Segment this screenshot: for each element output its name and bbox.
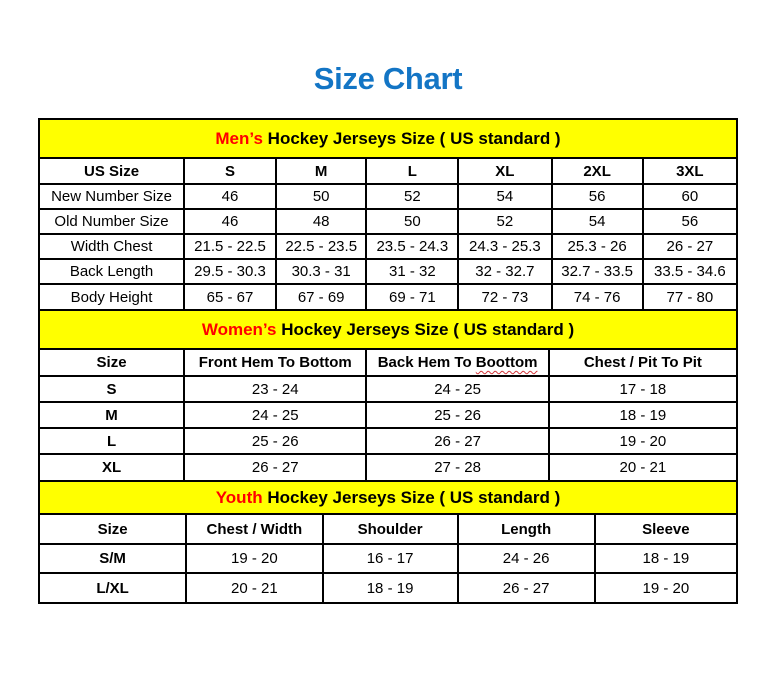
size-chart-sheet: [38, 118, 738, 604]
column-header-cell: M: [276, 159, 366, 184]
size-value-cell: 22.5 - 23.5: [276, 234, 366, 259]
womens-header-row: [40, 350, 736, 376]
column-header-cell: Chest / Width: [186, 515, 322, 544]
size-value-cell: 26 - 27: [366, 428, 548, 454]
size-value-cell: 74 - 76: [552, 284, 643, 309]
size-value-cell: 18 - 19: [549, 402, 736, 428]
size-value-cell: 52: [458, 209, 551, 234]
page-title: Size Chart: [313, 61, 463, 96]
row-label-cell: L: [40, 428, 184, 454]
youth-section-highlight: Youth: [215, 488, 263, 507]
size-value-cell: 32.7 - 33.5: [552, 259, 643, 284]
column-header-text: Back Hem To: [377, 354, 472, 371]
size-value-cell: 26 - 27: [643, 234, 736, 259]
column-header-cell: Sleeve: [595, 515, 736, 544]
womens-section-highlight: Women’s: [201, 320, 277, 339]
size-value-cell: 25.3 - 26: [552, 234, 643, 259]
youth-size-table: [40, 515, 736, 602]
table-row: [40, 454, 736, 480]
size-value-cell: 46: [184, 184, 276, 209]
size-value-cell: 24 - 26: [458, 544, 595, 573]
size-value-cell: 69 - 71: [366, 284, 458, 309]
column-header-cell: Size: [40, 515, 186, 544]
table-row: [40, 376, 736, 402]
size-value-cell: 23 - 24: [184, 376, 366, 402]
column-header-cell: Length: [458, 515, 595, 544]
size-value-cell: 27 - 28: [366, 454, 548, 480]
table-row: [40, 234, 736, 259]
table-row: [40, 284, 736, 309]
column-header-cell: Chest / Pit To Pit: [549, 350, 736, 376]
size-value-cell: 29.5 - 30.3: [184, 259, 276, 284]
size-value-cell: 77 - 80: [643, 284, 736, 309]
size-value-cell: 21.5 - 22.5: [184, 234, 276, 259]
size-value-cell: 67 - 69: [276, 284, 366, 309]
size-value-cell: 50: [276, 184, 366, 209]
youth-section-header: [40, 480, 736, 515]
size-value-cell: 18 - 19: [323, 573, 458, 602]
size-value-cell: 19 - 20: [595, 573, 736, 602]
mens-section-highlight: Men’s: [215, 129, 263, 148]
womens-size-table: [40, 350, 736, 480]
row-label-cell: L/XL: [40, 573, 186, 602]
row-label-cell: XL: [40, 454, 184, 480]
row-label-cell: Body Height: [40, 284, 184, 309]
misspelled-word-underline: Boottom: [475, 354, 538, 371]
table-row: [40, 184, 736, 209]
size-value-cell: 46: [184, 209, 276, 234]
column-header-cell: 2XL: [552, 159, 643, 184]
size-value-cell: 52: [366, 184, 458, 209]
table-row: [40, 402, 736, 428]
size-value-cell: 31 - 32: [366, 259, 458, 284]
mens-section-title-text: Hockey Jerseys Size ( US standard ): [267, 129, 561, 148]
table-row: [40, 573, 736, 602]
size-value-cell: 24 - 25: [184, 402, 366, 428]
youth-section-title-text: Hockey Jerseys Size ( US standard ): [267, 488, 561, 507]
table-row: [40, 544, 736, 573]
size-value-cell: 19 - 20: [186, 544, 322, 573]
column-header-cell: US Size: [40, 159, 184, 184]
womens-section-title-text: Hockey Jerseys Size ( US standard ): [281, 320, 575, 339]
size-value-cell: 48: [276, 209, 366, 234]
column-header-cell: S: [184, 159, 276, 184]
size-value-cell: 32 - 32.7: [458, 259, 551, 284]
table-row: [40, 209, 736, 234]
youth-header-row: [40, 515, 736, 544]
size-value-cell: 25 - 26: [184, 428, 366, 454]
size-value-cell: 24 - 25: [366, 376, 548, 402]
size-value-cell: 54: [552, 209, 643, 234]
size-value-cell: 54: [458, 184, 551, 209]
size-value-cell: 26 - 27: [184, 454, 366, 480]
size-value-cell: 56: [643, 209, 736, 234]
column-header-cell: XL: [458, 159, 551, 184]
size-value-cell: 17 - 18: [549, 376, 736, 402]
column-header-cell: Shoulder: [323, 515, 458, 544]
size-value-cell: 20 - 21: [549, 454, 736, 480]
row-label-cell: Back Length: [40, 259, 184, 284]
column-header-cell: 3XL: [643, 159, 736, 184]
table-row: [40, 259, 736, 284]
column-header-cell: L: [366, 159, 458, 184]
row-label-cell: M: [40, 402, 184, 428]
mens-section-header: [40, 120, 736, 159]
size-value-cell: 18 - 19: [595, 544, 736, 573]
size-value-cell: 26 - 27: [458, 573, 595, 602]
size-value-cell: 33.5 - 34.6: [643, 259, 736, 284]
womens-section-header: [40, 309, 736, 350]
mens-header-row: [40, 159, 736, 184]
size-value-cell: 23.5 - 24.3: [366, 234, 458, 259]
size-value-cell: 60: [643, 184, 736, 209]
size-value-cell: 24.3 - 25.3: [458, 234, 551, 259]
size-value-cell: 20 - 21: [186, 573, 322, 602]
row-label-cell: S/M: [40, 544, 186, 573]
size-value-cell: 30.3 - 31: [276, 259, 366, 284]
column-header-cell: Front Hem To Bottom: [184, 350, 366, 376]
row-label-cell: Old Number Size: [40, 209, 184, 234]
column-header-cell: [366, 350, 548, 376]
size-value-cell: 56: [552, 184, 643, 209]
size-value-cell: 72 - 73: [458, 284, 551, 309]
size-value-cell: 25 - 26: [366, 402, 548, 428]
size-value-cell: 65 - 67: [184, 284, 276, 309]
row-label-cell: S: [40, 376, 184, 402]
size-value-cell: 19 - 20: [549, 428, 736, 454]
size-value-cell: 50: [366, 209, 458, 234]
row-label-cell: Width Chest: [40, 234, 184, 259]
size-value-cell: 16 - 17: [323, 544, 458, 573]
column-header-cell: Size: [40, 350, 184, 376]
row-label-cell: New Number Size: [40, 184, 184, 209]
mens-size-table: [40, 159, 736, 309]
table-row: [40, 428, 736, 454]
